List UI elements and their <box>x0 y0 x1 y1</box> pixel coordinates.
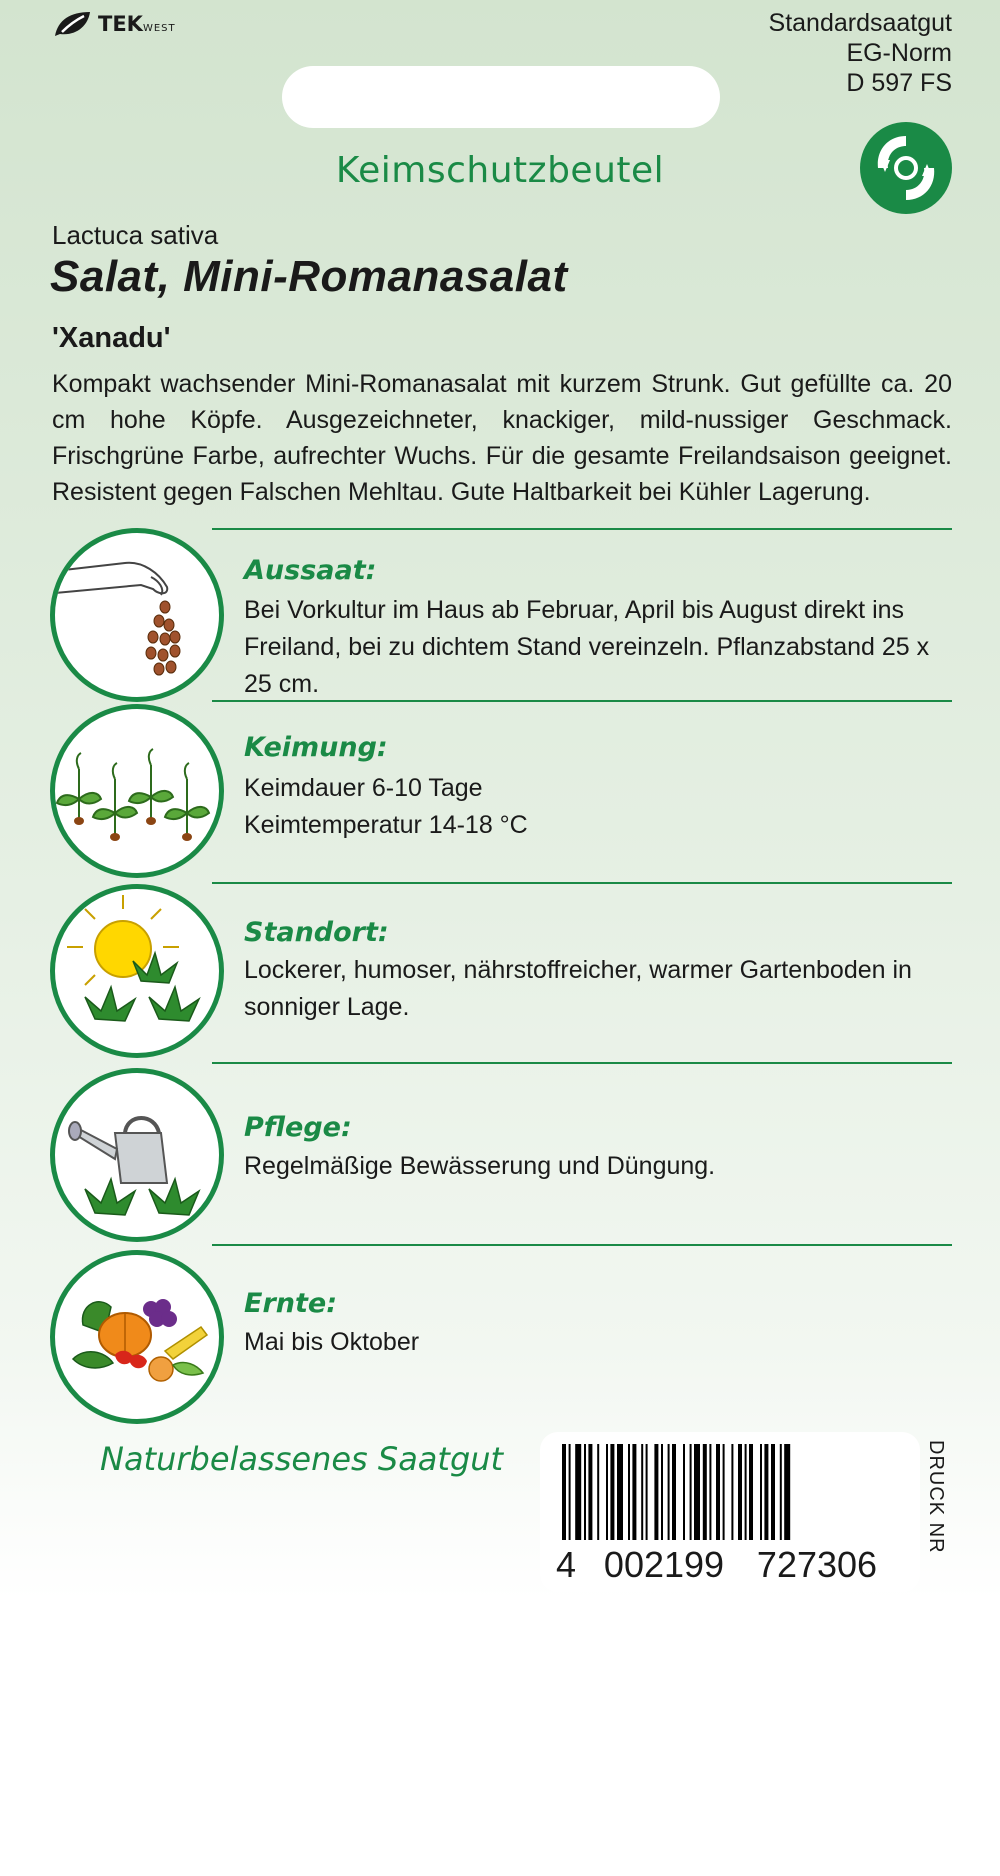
keimung-duration: Keimdauer 6-10 Tage <box>244 774 483 802</box>
norm-line: EG-Norm <box>846 39 952 67</box>
code-line: D 597 FS <box>846 69 952 97</box>
section-divider <box>212 882 952 884</box>
footer-tagline: Naturbelassenes Saatgut <box>100 1440 504 1478</box>
aussaat-title: Aussaat: <box>244 555 377 586</box>
keimung-temperature: Keimtemperatur 14-18 °C <box>244 811 528 839</box>
leaf-logo-icon <box>52 10 92 38</box>
standard-info <box>769 8 952 98</box>
product-description: Kompakt wachsender Mini-Romanasalat mit kurzem Strunk. Gut gefüllte ca. 20 cm hohe Köpfe. Ausgezeichneter, knackiger, mild-nussiger Geschmack. Frischgrüne Farbe, aufrechter Wuchs. Für die gesamte Freilandsaison geeignet. Resistent gegen Falschen Mehltau. Gute Haltbarkeit bei Kühler Lagerung. <box>52 370 952 506</box>
barcode-digit-group: 4 <box>556 1544 577 1585</box>
keimung-title: Keimung: <box>244 732 388 763</box>
sun-plants-icon <box>50 884 224 1058</box>
product-name: Salat, Mini-Romanasalat <box>50 252 568 301</box>
latin-name: Lactuca sativa <box>52 220 219 250</box>
brand-name: TEKWEST <box>98 12 176 36</box>
section-divider <box>212 528 952 530</box>
pflege-text: Regelmäßige Bewässerung und Düngung. <box>244 1152 716 1180</box>
sowing-hand-icon <box>50 528 224 702</box>
section-divider <box>212 1062 952 1064</box>
barcode-number <box>556 1544 892 1586</box>
pflege-title: Pflege: <box>244 1112 352 1143</box>
aussaat-text: Bei Vorkultur im Haus ab Februar, April bis August direkt ins Freiland, bei zu dichtem Stand vereinzeln. Pflanzabstand 25 x 25 cm. <box>244 596 930 698</box>
standard-line: Standardsaatgut <box>768 9 952 37</box>
banner-title: Keimschutzbeutel <box>335 150 665 191</box>
seedlings-icon <box>50 704 224 878</box>
section-divider <box>212 1244 952 1246</box>
ernte-title: Ernte: <box>244 1288 337 1319</box>
harvest-vegetables-icon <box>50 1250 224 1424</box>
barcode-digit-group: 002199 <box>603 1544 725 1585</box>
print-number-label: DRUCK NR <box>925 1440 947 1554</box>
standort-text: Lockerer, humoser, nährstoffreicher, warmer Gartenboden in sonniger Lage. <box>244 956 912 1021</box>
section-divider <box>212 700 952 702</box>
barcode-digit-group: 727306 <box>756 1544 878 1585</box>
green-dot-recycling-icon <box>858 120 954 221</box>
standort-title: Standort: <box>244 917 389 948</box>
watering-can-icon <box>50 1068 224 1242</box>
label-field <box>282 66 720 128</box>
variety-name: 'Xanadu' <box>52 322 171 354</box>
brand-logo <box>52 6 176 42</box>
ernte-text: Mai bis Oktober <box>244 1328 420 1356</box>
